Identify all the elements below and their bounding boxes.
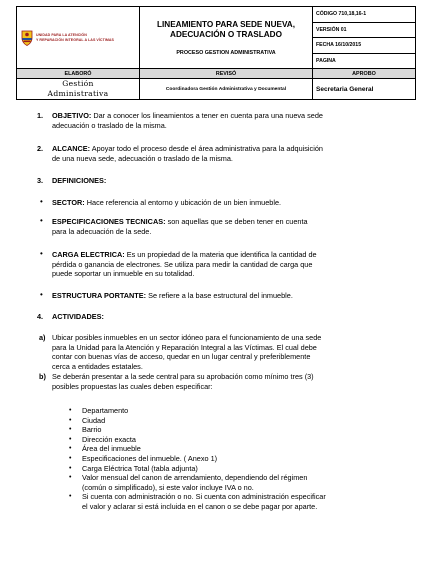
carga-label: CARGA ELECTRICA:: [52, 250, 125, 259]
def-sector: SECTOR: Hace referencia al entorno y ubicación de un bien inmueble.: [52, 198, 282, 207]
document-header-table: [16, 6, 416, 100]
bullet-icon: •: [40, 290, 43, 299]
activity-a: Ubicar posibles inmuebles en un sector idóneo para el funcionamiento de una sede para la Unidad para la Atención y Reparación Integral a las Víctimas. El cual debe contar con buenas vías de acceso, quedar en un lugar central y preferiblemente cerca a entidades estatales.: [52, 333, 322, 371]
sector-label: SECTOR:: [52, 198, 85, 207]
version-field: VERSIÓN 01: [313, 23, 415, 39]
title-cell: [140, 7, 313, 69]
section-objetivo: [52, 111, 416, 130]
list-item-continuation: el valor y aclarar si está incluida en el canon o se debe pagar por aparte.: [82, 501, 318, 511]
objetivo-line1: OBJETIVO: Dar a conocer los lineamientos a tener en cuenta para una nueva sede: [52, 111, 323, 120]
especificaciones-label: ESPECIFICACIONES TECNICAS:: [52, 217, 166, 226]
logo-text: UNIDAD PARA LA ATENCIÓN Y REPARACIÓN INTEGRAL A LAS VÍCTIMAS: [36, 33, 115, 42]
coat-of-arms-icon: [21, 30, 33, 46]
alcance-line2: de una nueva sede, adecuación o traslado de la misma.: [52, 153, 233, 163]
estructura-label: ESTRUCTURA PORTANTE:: [52, 291, 147, 300]
bullet-icon: •: [40, 249, 43, 258]
bullet-icon: •: [69, 493, 72, 501]
bullet-icon: •: [69, 435, 72, 443]
alcance-label: ALCANCE:: [52, 144, 91, 153]
definiciones-label: DEFINICIONES:: [52, 176, 107, 185]
alcance-line1: ALCANCE: Apoyar todo el proceso desde el área administrativa para la adquisición: [52, 144, 323, 153]
bullet-icon: •: [40, 216, 43, 225]
section-definiciones-number: 3.: [37, 176, 44, 185]
bullet-icon: •: [69, 454, 72, 462]
codigo-field: CÓDIGO 710,18,16-1: [313, 7, 415, 23]
section-alcance-number: 2.: [37, 144, 44, 153]
list-item: • Valor mensual del canon de arrendamiento, dependiendo del régimen: [69, 473, 308, 483]
elaboro-value: Gestión Administrativa: [17, 79, 140, 100]
list-item: • Departamento: [69, 406, 129, 415]
list-item: • Barrio: [69, 425, 102, 435]
reviso-label: REVISÓ: [140, 69, 313, 79]
process-name: PROCESO GESTION ADMINISTRATIVA: [176, 49, 276, 56]
objetivo-label: OBJETIVO:: [52, 111, 92, 120]
actividades-label: ACTIVIDADES:: [52, 312, 104, 321]
logo-cell: [17, 7, 140, 69]
section-objetivo-number: 1.: [37, 111, 44, 120]
list-item: • Área del inmueble: [69, 444, 141, 454]
bullet-icon: •: [40, 197, 43, 206]
def-carga-electrica: CARGA ELECTRICA: Es un propiedad de la materia que identifica la cantidad de pérdida o ganancia de electrones. Se utiliza para medir la cantidad de carga que puede soportar un inmueble en su totalidad.: [52, 250, 317, 279]
aprobo-label: APROBO: [313, 69, 416, 79]
activity-a-marker: a): [39, 333, 46, 342]
reviso-value: Coordinadora Gestión Administrativa y Documental: [140, 79, 313, 100]
pagina-field: PAGINA: [316, 57, 336, 64]
bullet-icon: •: [69, 474, 72, 482]
bullet-icon: •: [69, 464, 72, 472]
activity-b-marker: b): [39, 372, 46, 381]
document-title: LINEAMIENTO PARA SEDE NUEVA, ADECUACIÓN O TRASLADO: [157, 19, 295, 39]
meta-cell: [313, 7, 416, 69]
list-item: • Ciudad: [69, 415, 106, 425]
bullet-icon: •: [69, 426, 72, 434]
def-especificaciones: ESPECIFICACIONES TECNICAS: son aquellas que se deben tener en cuenta para la adecuación de la sede.: [52, 217, 308, 236]
bullet-icon: •: [69, 416, 72, 424]
list-item: • Carga Eléctrica Total (tabla adjunta): [69, 463, 198, 473]
activity-b: Se deberán presentar a la sede central para su aprobación como mínimo tres (3) posibles propuestas las cuales deben especificar:: [52, 372, 314, 391]
fecha-field: FECHA 16/10/2015: [313, 38, 415, 54]
section-alcance: [52, 144, 416, 163]
aprobo-value: Secretaria General: [313, 79, 416, 100]
bullet-icon: •: [69, 407, 72, 414]
list-item-continuation: (común o simplificado), si este valor incluye IVA o no.: [82, 482, 254, 492]
requirements-list: [69, 406, 326, 512]
list-item: • Dirección exacta: [69, 434, 136, 444]
objetivo-line2: adecuación o traslado de la misma.: [52, 120, 167, 130]
bullet-icon: •: [69, 445, 72, 453]
list-item: • Especificaciones del inmueble. ( Anexo 1): [69, 453, 218, 463]
elaboro-label: ELABORÓ: [17, 69, 140, 79]
def-estructura-portante: ESTRUCTURA PORTANTE: Se refiere a la base estructural del inmueble.: [52, 291, 293, 300]
section-actividades-number: 4.: [37, 312, 44, 321]
list-item: • Si cuenta con administración o no. Si cuenta con administración especificar: [69, 492, 326, 502]
